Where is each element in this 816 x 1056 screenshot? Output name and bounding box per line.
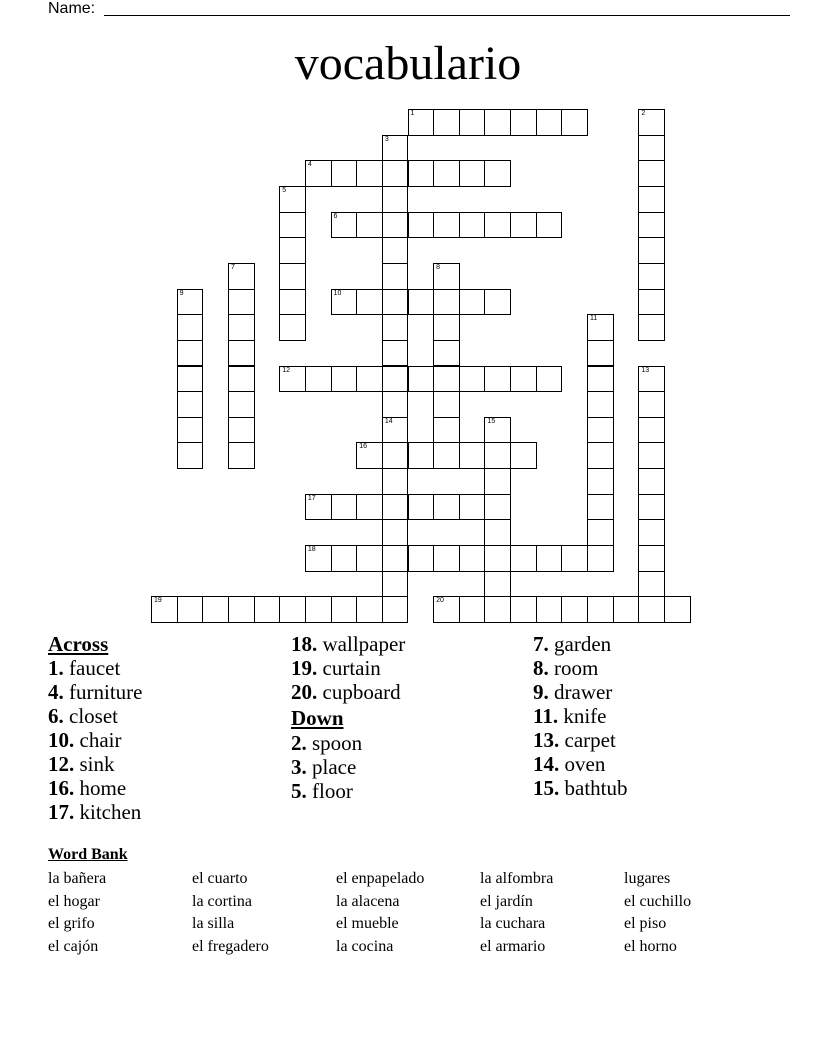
crossword-cell[interactable] xyxy=(228,391,255,418)
crossword-cell[interactable] xyxy=(484,596,511,623)
clue-text: closet xyxy=(69,704,118,728)
crossword-cell[interactable] xyxy=(484,545,511,572)
crossword-cell[interactable] xyxy=(331,494,358,521)
word-bank-word: la silla xyxy=(192,915,235,932)
crossword-cell[interactable] xyxy=(638,494,665,521)
clue-number: 2 xyxy=(641,110,646,117)
clue-number: 15 xyxy=(487,417,496,425)
crossword-cell[interactable] xyxy=(331,596,358,623)
crossword-cell[interactable] xyxy=(382,571,409,598)
clue-item xyxy=(48,680,142,704)
crossword-cell[interactable] xyxy=(331,366,358,393)
clue-text: room xyxy=(554,656,599,680)
crossword-cell[interactable] xyxy=(587,545,614,572)
crossword-cell[interactable] xyxy=(433,442,460,469)
clue-number: 12 xyxy=(282,366,291,374)
crossword-cell[interactable] xyxy=(177,391,204,418)
clue-item xyxy=(533,656,628,680)
crossword-cell[interactable] xyxy=(382,494,409,521)
word-bank-word: la cuchara xyxy=(480,915,546,932)
crossword-cell[interactable] xyxy=(459,160,486,187)
clue-number-label: 16. xyxy=(48,776,75,800)
word-bank-word: el piso xyxy=(624,915,667,932)
crossword-cell[interactable] xyxy=(433,417,460,444)
crossword-cell[interactable] xyxy=(305,366,332,393)
crossword-cell[interactable] xyxy=(331,160,358,187)
word-bank-word: el enpapelado xyxy=(336,870,425,887)
crossword-cell[interactable] xyxy=(433,366,460,393)
clue-number-label: 14. xyxy=(533,752,560,776)
word-bank-word: la alacena xyxy=(336,892,400,910)
clue-number: 11 xyxy=(590,315,598,323)
crossword-cell[interactable] xyxy=(177,314,204,341)
crossword-cell[interactable] xyxy=(356,545,383,572)
clue-item xyxy=(533,704,628,728)
clue-text: cupboard xyxy=(322,680,401,704)
crossword-cell[interactable] xyxy=(382,366,409,393)
crossword-cell[interactable] xyxy=(459,442,486,469)
crossword-cell[interactable] xyxy=(459,289,486,316)
crossword-cell[interactable] xyxy=(484,289,511,316)
crossword-cell[interactable] xyxy=(613,596,640,623)
crossword-cell[interactable] xyxy=(484,366,511,393)
clues-column-3 xyxy=(533,632,628,800)
crossword-cell[interactable] xyxy=(228,366,255,393)
clue-number-label: 5. xyxy=(291,779,307,803)
crossword-cell[interactable] xyxy=(433,494,460,521)
clue-item xyxy=(533,728,628,752)
crossword-cell[interactable] xyxy=(279,314,306,341)
crossword-cell[interactable] xyxy=(382,263,409,290)
clue-number: 14 xyxy=(384,417,393,425)
crossword-cell[interactable] xyxy=(536,212,563,239)
crossword-cell[interactable] xyxy=(177,442,204,469)
crossword-cell[interactable] xyxy=(561,545,588,572)
crossword-cell[interactable] xyxy=(587,442,614,469)
word-bank-word: el hogar xyxy=(48,892,100,910)
crossword-cell[interactable] xyxy=(638,596,665,623)
crossword-cell[interactable] xyxy=(638,391,665,418)
clue-number: 7 xyxy=(230,263,235,271)
crossword-cell[interactable] xyxy=(433,289,460,316)
word-bank-word: el cuchillo xyxy=(624,892,692,910)
clue-text: place xyxy=(312,755,357,779)
crossword-cell[interactable] xyxy=(228,340,255,367)
word-bank-word: la cocina xyxy=(336,937,394,955)
crossword-cell[interactable] xyxy=(638,212,665,239)
crossword-cell[interactable] xyxy=(279,366,306,393)
clue-item xyxy=(533,776,628,800)
clues-column-2 xyxy=(291,632,405,802)
crossword-cell[interactable] xyxy=(408,545,435,572)
across-clue-list-continued xyxy=(291,632,405,704)
clue-item xyxy=(533,632,628,656)
word-bank-word: la cortina xyxy=(192,892,252,910)
crossword-cell[interactable] xyxy=(279,289,306,316)
crossword-cell[interactable] xyxy=(177,366,204,393)
clue-item xyxy=(291,632,405,656)
clue-number: 19 xyxy=(154,597,162,605)
crossword-cell[interactable] xyxy=(484,109,511,136)
clue-text: sink xyxy=(79,752,115,776)
clue-number: 20 xyxy=(436,597,444,605)
word-bank-word: el horno xyxy=(624,937,677,955)
crossword-cell[interactable] xyxy=(408,289,435,316)
word-bank-column-4 xyxy=(480,868,553,958)
crossword-cell[interactable] xyxy=(382,289,409,316)
crossword-cell[interactable] xyxy=(382,596,409,623)
crossword-cell[interactable] xyxy=(459,212,486,239)
word-bank-word: la bañera xyxy=(48,870,107,887)
crossword-cell[interactable] xyxy=(484,468,511,495)
crossword-cell[interactable] xyxy=(382,160,409,187)
clue-number: 10 xyxy=(333,289,342,297)
crossword-cell[interactable] xyxy=(382,237,409,264)
crossword-cell[interactable] xyxy=(459,596,486,623)
crossword-cell[interactable] xyxy=(484,160,511,187)
clue-number-label: 11. xyxy=(533,704,559,728)
crossword-cell[interactable] xyxy=(177,340,204,367)
word-bank-word: el mueble xyxy=(336,915,399,932)
clue-number: 6 xyxy=(333,212,338,220)
crossword-cell[interactable] xyxy=(638,545,665,572)
crossword-cell[interactable] xyxy=(587,340,614,367)
crossword-cell[interactable] xyxy=(382,391,409,418)
clue-item xyxy=(533,752,628,776)
crossword-cell[interactable] xyxy=(459,366,486,393)
crossword-cell[interactable] xyxy=(177,417,204,444)
crossword-cell[interactable] xyxy=(177,596,204,623)
crossword-cell[interactable] xyxy=(228,596,255,623)
crossword-cell[interactable] xyxy=(638,160,665,187)
crossword-cell[interactable] xyxy=(382,442,409,469)
crossword-cell[interactable] xyxy=(484,212,511,239)
clue-number-label: 20. xyxy=(291,680,318,704)
crossword-cell[interactable] xyxy=(382,545,409,572)
crossword-cell[interactable] xyxy=(433,545,460,572)
crossword-cell[interactable] xyxy=(587,468,614,495)
crossword-cell[interactable] xyxy=(510,545,537,572)
crossword-cell[interactable] xyxy=(433,263,460,290)
crossword-cell[interactable] xyxy=(587,494,614,521)
clue-text: chair xyxy=(79,728,122,752)
crossword-cell[interactable] xyxy=(382,186,409,213)
crossword-cell[interactable] xyxy=(408,366,435,393)
down-heading: Down xyxy=(291,706,344,730)
crossword-cell[interactable] xyxy=(279,263,306,290)
crossword-cell[interactable] xyxy=(382,468,409,495)
crossword-cell[interactable] xyxy=(638,109,665,136)
word-bank-word: el armario xyxy=(480,937,546,955)
crossword-cell[interactable] xyxy=(638,186,665,213)
word-bank-word: el cuarto xyxy=(192,870,248,887)
clue-item xyxy=(48,728,142,752)
crossword-cell[interactable] xyxy=(228,289,255,316)
crossword-cell[interactable] xyxy=(433,340,460,367)
crossword-cell[interactable] xyxy=(433,160,460,187)
crossword-cell[interactable] xyxy=(638,366,665,393)
crossword-cell[interactable] xyxy=(638,314,665,341)
crossword-cell[interactable] xyxy=(638,468,665,495)
crossword-cell[interactable] xyxy=(638,135,665,162)
clues-column-1 xyxy=(48,632,142,824)
crossword-cell[interactable] xyxy=(228,314,255,341)
crossword-cell[interactable] xyxy=(382,417,409,444)
clue-number-label: 2. xyxy=(291,731,307,755)
clue-item xyxy=(48,704,142,728)
down-clue-list xyxy=(291,730,405,802)
crossword-cell[interactable] xyxy=(228,442,255,469)
crossword-cell[interactable] xyxy=(382,212,409,239)
crossword-cell[interactable] xyxy=(510,109,537,136)
crossword-cell[interactable] xyxy=(536,596,563,623)
crossword-cell[interactable] xyxy=(279,596,306,623)
crossword-cell[interactable] xyxy=(459,494,486,521)
crossword-cell[interactable] xyxy=(331,212,358,239)
crossword-cell[interactable] xyxy=(356,596,383,623)
clue-item xyxy=(48,800,142,824)
crossword-cell[interactable] xyxy=(228,417,255,444)
crossword-cell[interactable] xyxy=(356,442,383,469)
clue-text: furniture xyxy=(69,680,143,704)
crossword-cell[interactable] xyxy=(561,596,588,623)
crossword-cell[interactable] xyxy=(510,442,537,469)
clue-item xyxy=(291,680,405,704)
clue-number: 1 xyxy=(410,110,415,117)
word-bank-word: lugares xyxy=(624,870,671,887)
clue-number-label: 3. xyxy=(291,755,307,779)
crossword-cell[interactable] xyxy=(587,417,614,444)
crossword-cell[interactable] xyxy=(331,289,358,316)
crossword-cell[interactable] xyxy=(305,596,332,623)
clue-item xyxy=(291,778,405,802)
clue-number-label: 18. xyxy=(291,632,318,656)
clue-number-label: 12. xyxy=(48,752,75,776)
crossword-cell[interactable] xyxy=(510,366,537,393)
word-bank-word: el jardín xyxy=(480,892,533,910)
crossword-cell[interactable] xyxy=(151,596,178,623)
clue-item xyxy=(291,730,405,754)
clue-number: 16 xyxy=(359,443,367,451)
clue-text: drawer xyxy=(554,680,613,704)
crossword-cell[interactable] xyxy=(536,366,563,393)
word-bank-word: el fregadero xyxy=(192,937,269,955)
clue-number-label: 17. xyxy=(48,800,75,824)
clue-item xyxy=(48,776,142,800)
clue-number: 4 xyxy=(307,161,312,169)
crossword-cell[interactable] xyxy=(408,442,435,469)
clue-number-label: 9. xyxy=(533,680,549,704)
crossword-cell[interactable] xyxy=(638,263,665,290)
crossword-cell[interactable] xyxy=(638,417,665,444)
crossword-cell[interactable] xyxy=(561,109,588,136)
word-bank-column-2 xyxy=(192,868,269,958)
crossword-cell[interactable] xyxy=(510,212,537,239)
clue-number-label: 19. xyxy=(291,656,318,680)
crossword-cell[interactable] xyxy=(587,519,614,546)
crossword-cell[interactable] xyxy=(459,545,486,572)
crossword-cell[interactable] xyxy=(408,109,435,136)
clue-number-label: 7. xyxy=(533,632,549,656)
crossword-cell[interactable] xyxy=(356,494,383,521)
crossword-cell[interactable] xyxy=(408,212,435,239)
clue-item xyxy=(48,656,142,680)
crossword-cell[interactable] xyxy=(382,135,409,162)
word-bank-word: el grifo xyxy=(48,915,95,932)
clue-text: garden xyxy=(554,632,612,656)
word-bank-column-1 xyxy=(48,868,106,958)
clue-number-label: 13. xyxy=(533,728,560,752)
crossword-cell[interactable] xyxy=(356,289,383,316)
clue-number-label: 4. xyxy=(48,680,64,704)
clue-text: carpet xyxy=(564,728,616,752)
crossword-cell[interactable] xyxy=(356,366,383,393)
crossword-cell[interactable] xyxy=(382,519,409,546)
crossword-cell[interactable] xyxy=(331,545,358,572)
crossword-cell[interactable] xyxy=(433,212,460,239)
crossword-cell[interactable] xyxy=(484,494,511,521)
word-bank-title: Word Bank xyxy=(48,846,128,863)
clue-number-label: 15. xyxy=(533,776,560,800)
clue-text: oven xyxy=(564,752,606,776)
clue-number: 5 xyxy=(282,186,287,194)
name-label: Name: xyxy=(48,0,96,17)
crossword-cell[interactable] xyxy=(587,314,614,341)
crossword-cell[interactable] xyxy=(408,494,435,521)
crossword-cell[interactable] xyxy=(587,366,614,393)
clue-number-label: 8. xyxy=(533,656,549,680)
crossword-cell[interactable] xyxy=(228,263,255,290)
crossword-cell[interactable] xyxy=(356,160,383,187)
crossword-cell[interactable] xyxy=(305,545,332,572)
crossword-cell[interactable] xyxy=(177,289,204,316)
clue-text: home xyxy=(79,776,127,800)
across-clue-list xyxy=(48,656,142,824)
crossword-cell[interactable] xyxy=(202,596,229,623)
clue-number: 13 xyxy=(641,366,650,374)
crossword-cell[interactable] xyxy=(254,596,281,623)
word-bank-word: el cajón xyxy=(48,937,99,955)
crossword-cell[interactable] xyxy=(484,442,511,469)
clue-number: 8 xyxy=(436,263,441,271)
crossword-cell[interactable] xyxy=(382,314,409,341)
crossword-cell[interactable] xyxy=(638,442,665,469)
clue-number: 18 xyxy=(307,546,316,554)
crossword-cell[interactable] xyxy=(536,109,563,136)
crossword-cell[interactable] xyxy=(433,314,460,341)
clue-number: 17 xyxy=(307,494,316,502)
crossword-cell[interactable] xyxy=(433,391,460,418)
clue-text: bathtub xyxy=(564,776,628,800)
crossword-cell[interactable] xyxy=(638,571,665,598)
clue-item xyxy=(291,656,405,680)
clue-text: kitchen xyxy=(79,800,142,824)
clue-text: faucet xyxy=(69,656,121,680)
crossword-cell[interactable] xyxy=(459,109,486,136)
clue-number-label: 10. xyxy=(48,728,75,752)
crossword-cell[interactable] xyxy=(638,519,665,546)
crossword-cell[interactable] xyxy=(433,109,460,136)
crossword-cell[interactable] xyxy=(638,289,665,316)
clue-text: floor xyxy=(312,779,353,803)
crossword-cell[interactable] xyxy=(433,596,460,623)
crossword-cell[interactable] xyxy=(279,186,306,213)
page-title: vocabulario xyxy=(294,37,522,90)
across-heading: Across xyxy=(48,632,109,656)
crossword-cell[interactable] xyxy=(536,545,563,572)
crossword-cell[interactable] xyxy=(484,571,511,598)
clue-item xyxy=(533,680,628,704)
clue-text: spoon xyxy=(312,731,363,755)
crossword-cell[interactable] xyxy=(279,212,306,239)
crossword-cell[interactable] xyxy=(305,160,332,187)
clue-text: wallpaper xyxy=(322,632,406,656)
crossword-cell[interactable] xyxy=(408,160,435,187)
crossword-cell[interactable] xyxy=(356,212,383,239)
crossword-cell[interactable] xyxy=(587,596,614,623)
crossword-cell[interactable] xyxy=(638,237,665,264)
crossword-cell[interactable] xyxy=(305,494,332,521)
clue-number: 3 xyxy=(384,135,389,143)
clue-text: knife xyxy=(563,704,607,728)
crossword-cell[interactable] xyxy=(484,417,511,444)
clue-item xyxy=(291,754,405,778)
crossword-cell[interactable] xyxy=(587,391,614,418)
crossword-cell[interactable] xyxy=(382,340,409,367)
clue-text: curtain xyxy=(322,656,381,680)
crossword-cell[interactable] xyxy=(484,519,511,546)
clue-number-label: 1. xyxy=(48,656,64,680)
word-bank-word: la alfombra xyxy=(480,870,554,887)
crossword-cell[interactable] xyxy=(664,596,691,623)
word-bank-column-3 xyxy=(336,868,424,958)
down-clue-list-continued xyxy=(533,632,628,800)
word-bank-column-5 xyxy=(624,868,691,958)
clue-item xyxy=(48,752,142,776)
crossword-cell[interactable] xyxy=(279,237,306,264)
crossword-cell[interactable] xyxy=(510,596,537,623)
clue-number: 9 xyxy=(179,289,184,297)
clue-number-label: 6. xyxy=(48,704,64,728)
